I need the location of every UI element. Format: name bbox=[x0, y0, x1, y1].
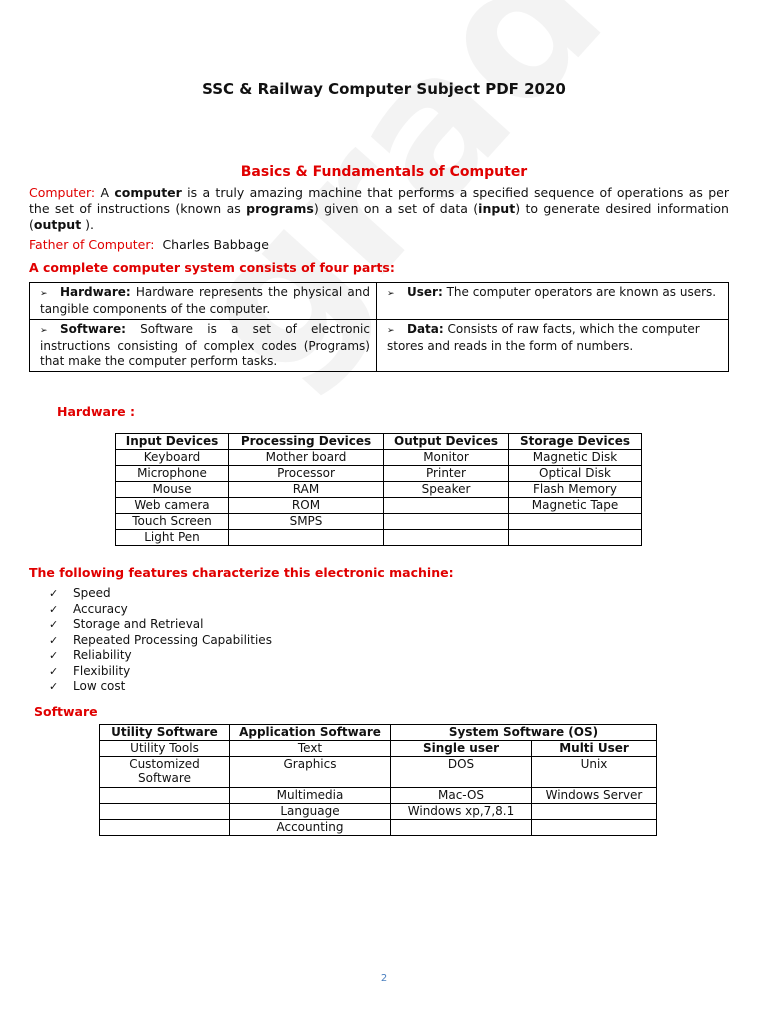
page-number: 2 bbox=[380, 973, 388, 984]
table-cell: SMPS bbox=[229, 514, 384, 530]
table-row bbox=[116, 514, 642, 530]
table-cell: Magnetic Tape bbox=[509, 498, 642, 514]
table-row bbox=[116, 466, 642, 482]
table-cell: DOS bbox=[391, 757, 532, 788]
table-cell: RAM bbox=[229, 482, 384, 498]
part-desc: Consists of raw facts, which the computer stores and reads in the form of numbers. bbox=[387, 322, 700, 353]
table-cell bbox=[532, 820, 657, 836]
table-cell: Mouse bbox=[116, 482, 229, 498]
software-heading: Software bbox=[34, 704, 98, 719]
table-cell bbox=[391, 820, 532, 836]
features-list bbox=[49, 586, 272, 695]
feature-label: Storage and Retrieval bbox=[73, 617, 204, 631]
table-row bbox=[100, 788, 657, 804]
table-header-row bbox=[116, 434, 642, 450]
table-row bbox=[100, 804, 657, 820]
features-heading: The following features characterize this electronic machine: bbox=[29, 565, 454, 580]
table-cell: Multimedia bbox=[230, 788, 391, 804]
table-cell: Light Pen bbox=[116, 530, 229, 546]
column-header: Multi User bbox=[532, 741, 657, 757]
father-label: Father of Computer: bbox=[29, 237, 155, 252]
checkmark-icon: ✓ bbox=[49, 587, 59, 600]
table-cell: Touch Screen bbox=[116, 514, 229, 530]
list-item bbox=[49, 586, 272, 602]
feature-label: Speed bbox=[73, 586, 111, 600]
arrow-bullet-icon: ➢ bbox=[387, 289, 395, 299]
table-cell: Printer bbox=[384, 466, 509, 482]
table-cell bbox=[532, 804, 657, 820]
def-bold: input bbox=[478, 201, 516, 216]
column-header: Application Software bbox=[230, 725, 391, 741]
table-cell bbox=[229, 530, 384, 546]
part-cell bbox=[30, 320, 377, 372]
def-text: ) to generate desired information ( bbox=[29, 201, 729, 232]
table-cell: Mac-OS bbox=[391, 788, 532, 804]
table-cell: Optical Disk bbox=[509, 466, 642, 482]
def-bold: programs bbox=[246, 201, 314, 216]
checkmark-icon: ✓ bbox=[49, 680, 59, 693]
table-cell: Web camera bbox=[116, 498, 229, 514]
table-cell: Windows xp,7,8.1 bbox=[391, 804, 532, 820]
part-term: User: bbox=[407, 285, 443, 299]
def-bold: computer bbox=[114, 185, 182, 200]
table-row bbox=[30, 320, 729, 372]
section-title: Basics & Fundamentals of Computer bbox=[240, 164, 528, 180]
feature-label: Reliability bbox=[73, 648, 132, 662]
list-item bbox=[49, 648, 272, 664]
arrow-bullet-icon: ➢ bbox=[40, 289, 48, 299]
part-desc: Software is a set of electronic instructions consisting of complex codes (Programs) that make the computer perform tasks. bbox=[40, 322, 370, 368]
hardware-table bbox=[115, 433, 642, 546]
table-row bbox=[116, 530, 642, 546]
table-cell bbox=[100, 788, 230, 804]
column-header: Output Devices bbox=[384, 434, 509, 450]
table-row bbox=[116, 498, 642, 514]
computer-label: Computer: bbox=[29, 185, 96, 200]
part-desc: Hardware represents the physical and tangible components of the computer. bbox=[40, 285, 370, 316]
table-cell bbox=[100, 804, 230, 820]
column-header: Processing Devices bbox=[229, 434, 384, 450]
parts-heading: A complete computer system consists of four parts: bbox=[29, 260, 395, 275]
table-row bbox=[100, 757, 657, 788]
father-of-computer bbox=[29, 237, 269, 252]
list-item bbox=[49, 633, 272, 649]
def-text: ) given on a set of data ( bbox=[313, 201, 479, 216]
list-item bbox=[49, 617, 272, 633]
list-item bbox=[49, 602, 272, 618]
part-term: Software: bbox=[60, 322, 126, 336]
table-cell: Flash Memory bbox=[509, 482, 642, 498]
table-row bbox=[116, 450, 642, 466]
feature-label: Accuracy bbox=[73, 601, 128, 616]
part-cell bbox=[377, 283, 729, 320]
checkmark-icon: ✓ bbox=[49, 618, 59, 631]
table-row bbox=[100, 820, 657, 836]
def-text: ). bbox=[81, 217, 95, 232]
column-header: System Software (OS) bbox=[391, 725, 657, 741]
table-cell: Microphone bbox=[116, 466, 229, 482]
table-cell: ROM bbox=[229, 498, 384, 514]
table-cell: Accounting bbox=[230, 820, 391, 836]
computer-definition bbox=[29, 185, 729, 233]
father-value: Charles Babbage bbox=[162, 237, 269, 252]
arrow-bullet-icon: ➢ bbox=[40, 326, 48, 336]
table-row bbox=[30, 283, 729, 320]
part-cell bbox=[30, 283, 377, 320]
checkmark-icon: ✓ bbox=[49, 602, 59, 616]
part-term: Data: bbox=[407, 322, 444, 336]
table-cell bbox=[384, 514, 509, 530]
column-header: Input Devices bbox=[116, 434, 229, 450]
arrow-bullet-icon: ➢ bbox=[387, 326, 395, 336]
table-cell: Windows Server bbox=[532, 788, 657, 804]
table-cell: Speaker bbox=[384, 482, 509, 498]
software-table bbox=[99, 724, 657, 836]
table-cell: Mother board bbox=[229, 450, 384, 466]
column-header: Single user bbox=[391, 741, 532, 757]
table-row bbox=[100, 741, 657, 757]
def-text: A bbox=[95, 185, 115, 200]
feature-label: Flexibility bbox=[73, 663, 131, 678]
table-cell: Unix bbox=[532, 757, 657, 788]
table-cell: Graphics bbox=[230, 757, 391, 788]
list-item bbox=[49, 679, 272, 695]
part-term: Hardware: bbox=[60, 285, 131, 299]
part-desc: The computer operators are known as users. bbox=[442, 285, 717, 299]
table-cell: Monitor bbox=[384, 450, 509, 466]
table-cell bbox=[384, 530, 509, 546]
feature-label: Repeated Processing Capabilities bbox=[73, 632, 272, 647]
checkmark-icon: ✓ bbox=[49, 664, 59, 678]
table-cell: Magnetic Disk bbox=[509, 450, 642, 466]
checkmark-icon: ✓ bbox=[49, 649, 59, 662]
table-cell: Customized Software bbox=[100, 757, 230, 788]
feature-label: Low cost bbox=[73, 679, 126, 693]
part-cell bbox=[377, 320, 729, 372]
table-cell: Processor bbox=[229, 466, 384, 482]
def-text: is a truly amazing machine that performs a specified sequence of operations as per the set of instructions (known as bbox=[29, 185, 730, 216]
table-cell bbox=[384, 498, 509, 514]
table-cell: Text bbox=[230, 741, 391, 757]
table-header-row bbox=[100, 725, 657, 741]
def-bold: output bbox=[33, 217, 82, 232]
column-header: Utility Software bbox=[100, 725, 230, 741]
table-cell: Language bbox=[230, 804, 391, 820]
table-cell bbox=[100, 820, 230, 836]
table-cell: Keyboard bbox=[116, 450, 229, 466]
table-cell bbox=[509, 514, 642, 530]
column-header: Storage Devices bbox=[509, 434, 642, 450]
table-cell bbox=[509, 530, 642, 546]
table-row bbox=[116, 482, 642, 498]
parts-table bbox=[29, 282, 729, 372]
checkmark-icon: ✓ bbox=[49, 633, 59, 647]
document-title: SSC & Railway Computer Subject PDF 2020 bbox=[202, 80, 566, 98]
hardware-heading: Hardware : bbox=[57, 404, 135, 419]
list-item bbox=[49, 664, 272, 680]
table-cell: Utility Tools bbox=[100, 741, 230, 757]
